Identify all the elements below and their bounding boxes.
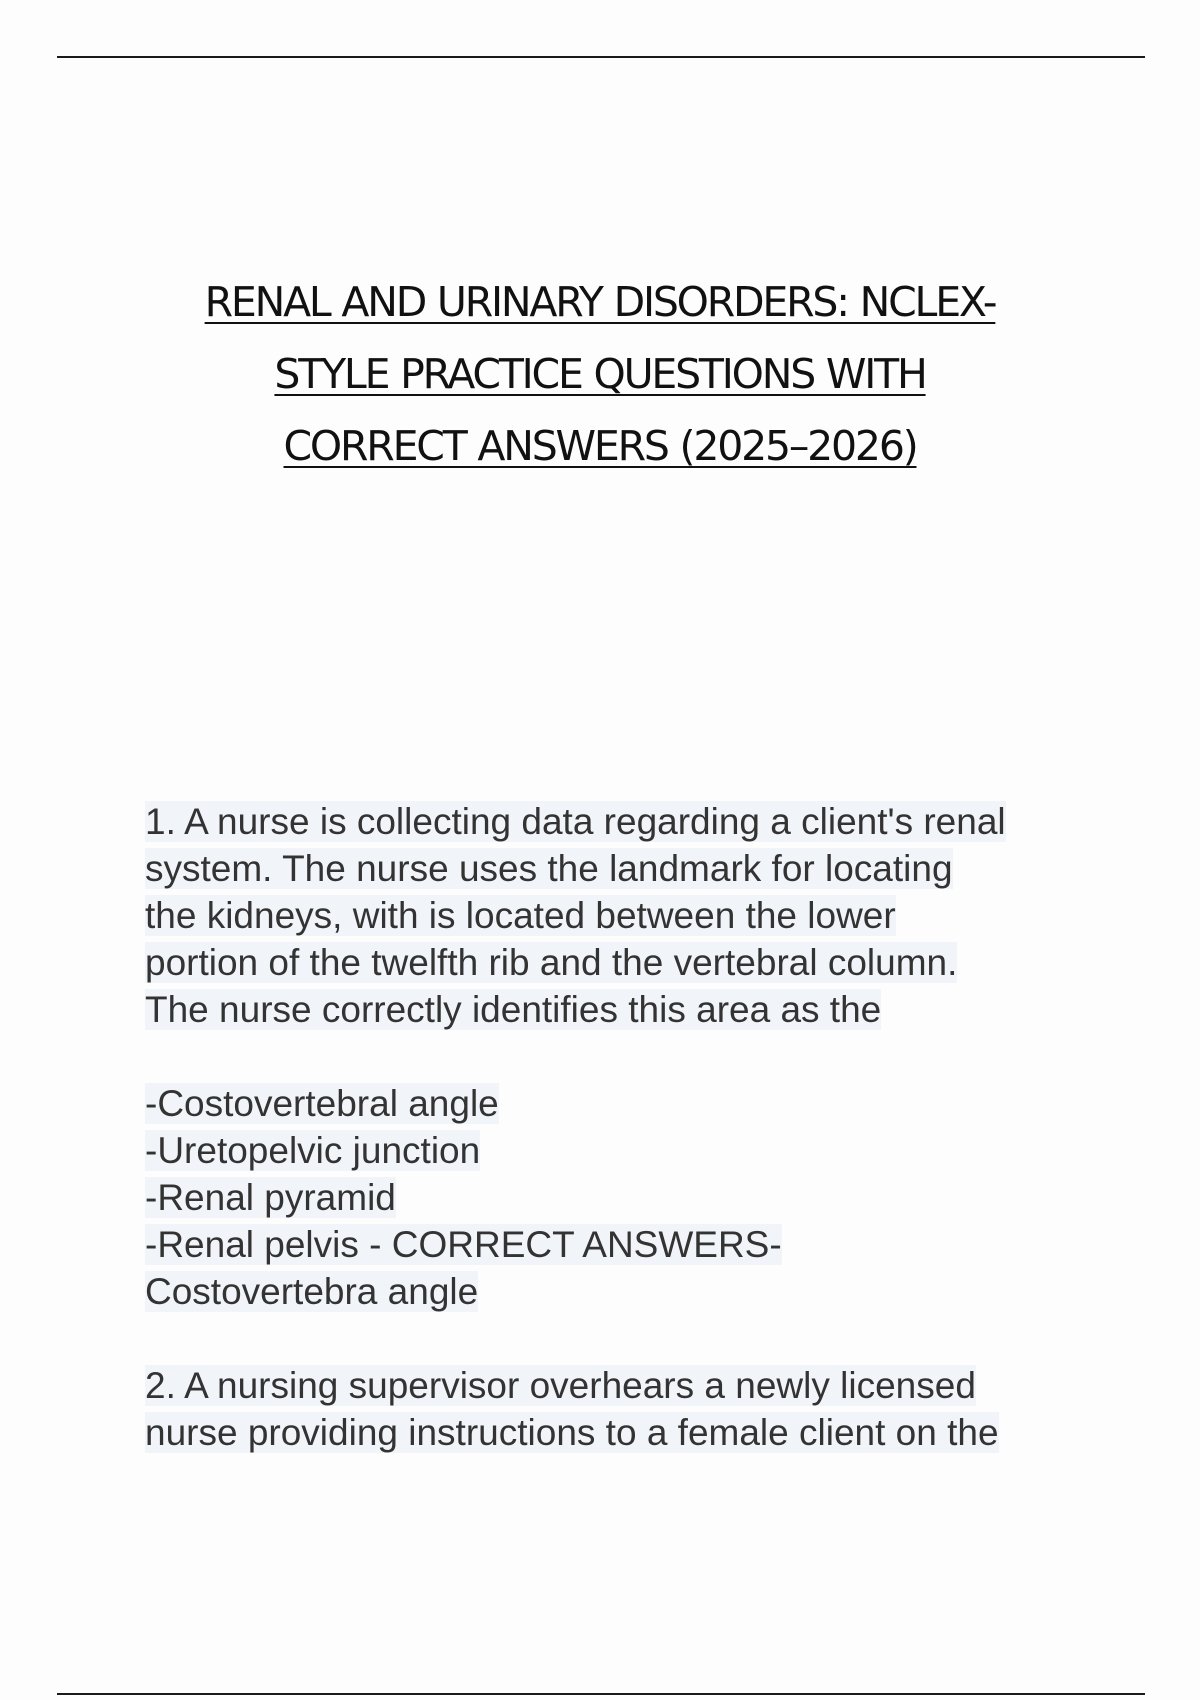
option-line: -Costovertebral angle — [145, 1083, 499, 1124]
top-rule — [57, 56, 1145, 58]
text-line: the kidneys, with is located between the lower — [145, 895, 896, 936]
text-line: nurse providing instructions to a female client on the — [145, 1412, 999, 1453]
question-1-stem — [145, 798, 1095, 1033]
option-line: -Uretopelvic junction — [145, 1130, 481, 1171]
bottom-rule — [57, 1693, 1145, 1695]
question-1-options — [145, 1080, 1095, 1315]
correct-answer-line: Costovertebra angle — [145, 1271, 479, 1312]
question-2 — [145, 1362, 1095, 1456]
question-content — [145, 798, 1095, 1456]
spacer — [145, 1315, 1095, 1362]
title-line: STYLE PRACTICE QUESTIONS WITH — [274, 350, 926, 398]
spacer — [145, 1033, 1095, 1080]
document-title — [100, 266, 1100, 482]
text-line: 1. A nurse is collecting data regarding a client's renal — [145, 801, 1006, 842]
text-line: The nurse correctly identifies this area as the — [145, 989, 882, 1030]
question-1 — [145, 798, 1095, 1315]
text-line: 2. A nursing supervisor overhears a newly licensed — [145, 1365, 976, 1406]
title-line: RENAL AND URINARY DISORDERS: NCLEX- — [204, 278, 996, 326]
title-line: CORRECT ANSWERS (2025–2026) — [283, 422, 917, 470]
option-line: -Renal pelvis - CORRECT ANSWERS- — [145, 1224, 782, 1265]
option-line: -Renal pyramid — [145, 1177, 396, 1218]
text-line: portion of the twelfth rib and the vertebral column. — [145, 942, 958, 983]
text-line: system. The nurse uses the landmark for locating — [145, 848, 953, 889]
